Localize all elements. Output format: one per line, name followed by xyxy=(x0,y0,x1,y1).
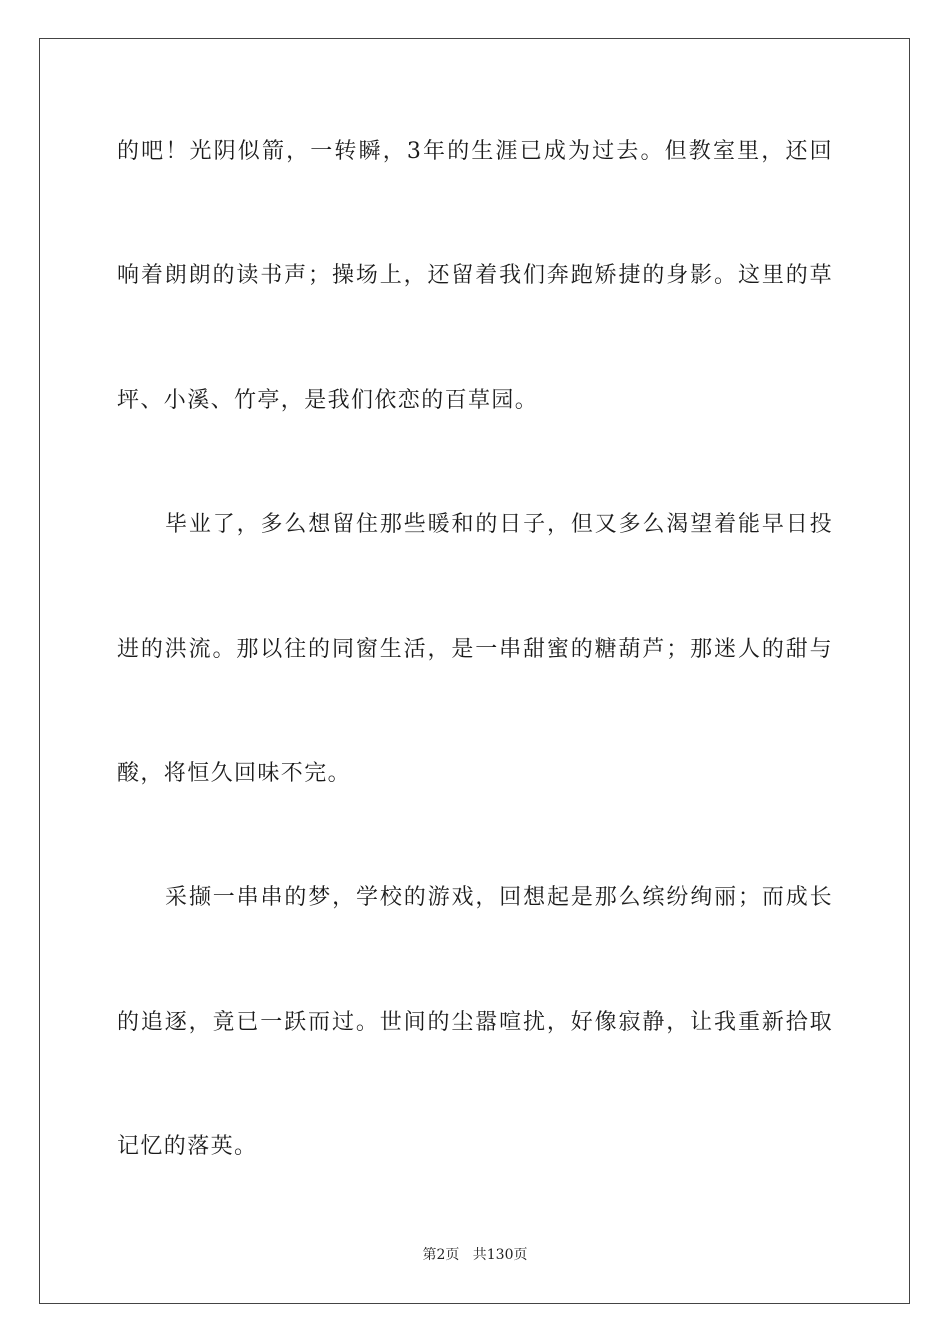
paragraph-3-line-3: 记忆的落英。 xyxy=(117,1134,258,1159)
paragraph-1-line-1: 的吧！光阴似箭，一转瞬，3年的生涯已成为过去。但教室里，还回 xyxy=(117,139,833,164)
paragraph-3-line-1: 采撷一串串的梦，学校的游戏，回想起是那么缤纷绚丽；而成长 xyxy=(165,885,833,910)
paragraph-3-line-2: 的追逐，竟已一跃而过。世间的尘嚣喧扰，好像寂静，让我重新拾取 xyxy=(117,1010,833,1035)
page-total: 共130页 xyxy=(472,1247,528,1263)
paragraph-2-line-1: 毕业了，多么想留住那些暖和的日子，但又多么渴望着能早日投 xyxy=(165,512,833,537)
page-number: 第2页 xyxy=(422,1247,460,1263)
paragraph-1-line-2: 响着朗朗的读书声；操场上，还留着我们奔跑矫捷的身影。这里的草 xyxy=(117,263,833,288)
paragraph-1-line-3: 坪、小溪、竹亭，是我们依恋的百草园。 xyxy=(117,388,539,413)
page-frame xyxy=(39,38,910,1304)
paragraph-2-line-3: 酸，将恒久回味不完。 xyxy=(117,761,352,786)
paragraph-2-line-2: 进的洪流。那以往的同窗生活，是一串甜蜜的糖葫芦；那迷人的甜与 xyxy=(117,637,833,662)
page-footer xyxy=(0,1246,950,1264)
